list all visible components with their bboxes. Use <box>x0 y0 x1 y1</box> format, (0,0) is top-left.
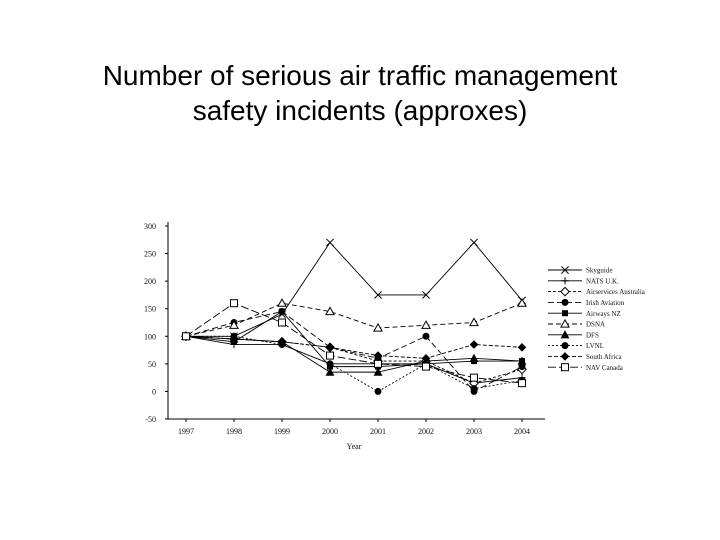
data-point-diamond-marker <box>470 341 477 348</box>
data-point-triangle-marker <box>470 318 478 325</box>
data-point-circle-marker <box>562 343 568 349</box>
legend-label: LVNL <box>586 342 605 351</box>
data-point-square-marker <box>423 363 430 370</box>
legend-label: NATS U.K. <box>586 277 619 286</box>
data-point-square-marker <box>183 333 190 340</box>
slide-title-line-2: safety incidents (approxes) <box>192 95 528 126</box>
data-point-diamond-marker <box>561 353 568 360</box>
legend-entry-2 <box>548 277 619 285</box>
data-point-plus-marker <box>561 277 568 284</box>
chart-legend <box>548 266 646 371</box>
legend-label: Airways NZ <box>586 309 621 318</box>
y-tick-label: 50 <box>148 359 156 369</box>
legend-entry-7 <box>548 331 599 339</box>
legend-entry-4 <box>548 299 625 307</box>
legend-label: DFS <box>586 331 599 340</box>
legend-entry-8 <box>548 342 604 350</box>
data-point-square-marker <box>563 311 568 316</box>
data-point-square-marker <box>519 380 526 387</box>
legend-label: South Africa <box>586 353 622 361</box>
y-tick-label: 150 <box>144 304 156 314</box>
x-tick-label: 2001 <box>370 427 386 436</box>
x-axis-title: Year <box>346 442 362 451</box>
data-point-x-marker <box>326 239 333 246</box>
y-tick-label: 300 <box>144 222 156 231</box>
data-point-square-marker <box>231 300 238 307</box>
y-tick-label: 0 <box>152 387 156 397</box>
slide-title-line-1: Number of serious air traffic management <box>102 60 618 91</box>
series-line <box>186 303 522 336</box>
x-tick-label: 1999 <box>274 427 290 436</box>
data-point-square-marker <box>471 374 478 381</box>
legend-entry-5 <box>548 310 621 318</box>
data-point-diamond-marker <box>561 287 569 295</box>
x-tick-label: 2000 <box>322 427 338 436</box>
chart-series <box>182 239 526 394</box>
data-point-x-marker <box>470 239 477 246</box>
data-point-circle-marker <box>423 333 429 339</box>
data-point-triangle-marker <box>561 320 569 327</box>
legend-label: Skyguide <box>586 266 613 275</box>
data-point-circle-marker <box>327 361 333 367</box>
data-point-triangle-marker <box>278 299 286 306</box>
data-point-circle-marker <box>562 299 568 305</box>
x-tick-label: 2004 <box>514 427 530 436</box>
y-tick-label: -50 <box>145 415 156 424</box>
x-tick-label: 1997 <box>178 427 194 436</box>
legend-entry-6 <box>548 320 605 329</box>
y-tick-label: 250 <box>144 249 156 259</box>
legend-entry-1 <box>548 266 612 274</box>
x-tick-label: 2002 <box>418 427 434 436</box>
legend-label: Irish Aviation <box>586 299 625 307</box>
x-tick-label: 1998 <box>226 427 242 436</box>
data-point-square-marker <box>279 319 286 326</box>
legend-label: NAV Canada <box>586 363 623 372</box>
legend-entry-3 <box>548 287 646 296</box>
legend-label: Airservices Australia <box>586 288 645 297</box>
data-point-circle-marker <box>471 386 477 392</box>
data-point-square-marker <box>562 364 569 371</box>
legend-entry-9 <box>548 353 622 361</box>
legend-label: DSNA <box>586 320 606 329</box>
y-tick-label: 100 <box>144 332 156 342</box>
data-point-square-marker <box>280 309 285 314</box>
legend-entry-10 <box>548 364 624 372</box>
x-tick-label: 2003 <box>466 427 482 436</box>
data-point-circle-marker <box>375 388 381 394</box>
data-point-diamond-marker <box>518 344 525 351</box>
data-point-diamond-marker <box>326 344 333 351</box>
y-tick-label: 200 <box>144 277 156 287</box>
data-point-square-marker <box>327 352 334 359</box>
data-point-square-marker <box>375 360 382 367</box>
